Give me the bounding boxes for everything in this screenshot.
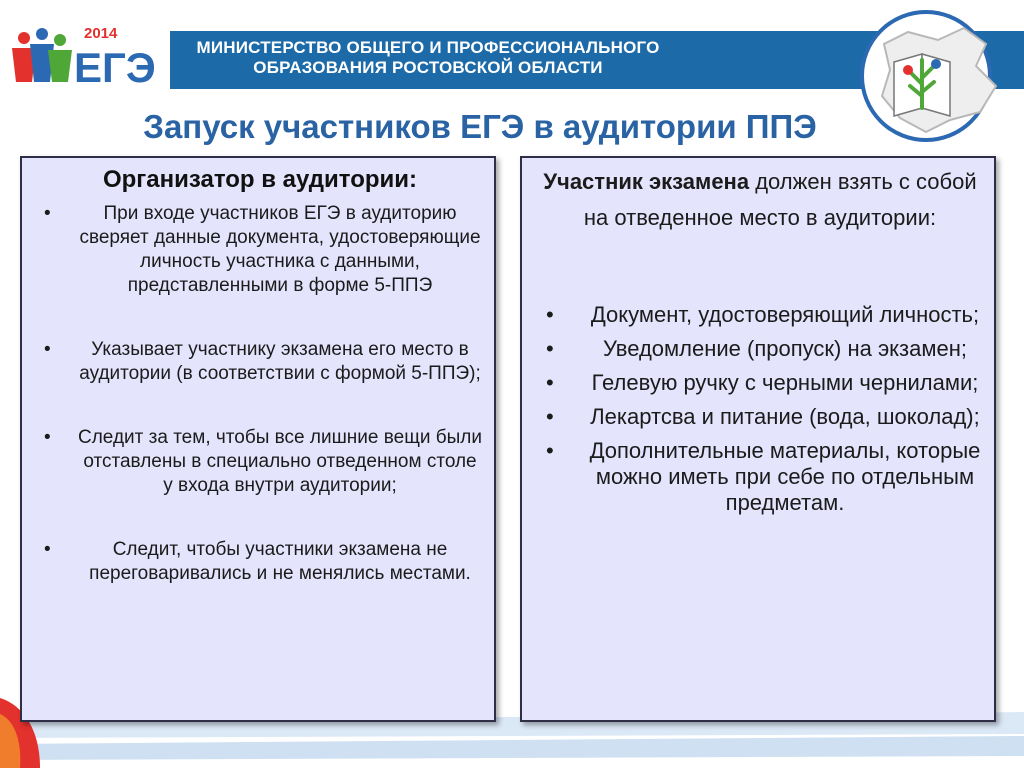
participant-intro-bold: Участник экзамена <box>543 169 750 194</box>
participant-intro-text: должен взять с собой на отведенное место в аудитории: <box>583 169 977 230</box>
organizer-panel <box>20 156 496 722</box>
region-emblem-icon <box>846 4 1022 154</box>
logo-year: 2014 <box>84 25 118 42</box>
ministry-line-2: ОБРАЗОВАНИЯ РОСТОВСКОЙ ОБЛАСТИ <box>253 58 603 77</box>
list-item-text: Следит, чтобы участники экзамена не переговаривались и не менялись местами. <box>89 539 471 584</box>
page-title: Запуск участников ЕГЭ в аудитории ППЭ <box>143 108 817 145</box>
list-item-text: Уведомление (пропуск) на экзамен; <box>603 336 967 361</box>
list-item <box>542 438 988 516</box>
bullet-icon: • <box>44 427 51 448</box>
bullet-icon: • <box>546 370 554 395</box>
ege-logo <box>8 22 168 94</box>
bullet-icon: • <box>546 404 554 429</box>
participant-panel <box>520 156 996 722</box>
list-item <box>542 336 988 362</box>
participant-items-list <box>542 302 988 524</box>
bullet-icon: • <box>44 539 51 560</box>
list-item <box>542 302 988 328</box>
ministry-name <box>178 38 678 78</box>
organizer-duties-list <box>42 202 482 626</box>
list-item <box>542 370 988 396</box>
list-item <box>42 202 482 298</box>
ministry-line-1: МИНИСТЕРСТВО ОБЩЕГО И ПРОФЕССИОНАЛЬНОГО <box>196 38 660 57</box>
bullet-icon: • <box>546 302 554 327</box>
figures-icon <box>12 28 72 82</box>
bullet-icon: • <box>44 339 51 360</box>
list-item-text: Документ, удостоверяющий личность; <box>590 302 980 327</box>
list-item <box>42 538 482 586</box>
bullet-icon: • <box>546 336 554 361</box>
list-item <box>42 426 482 498</box>
list-item-text: Следит за тем, чтобы все лишние вещи были отставлены в специально отведенном столе у входа внутри аудитории; <box>78 427 482 496</box>
organizer-heading: Организатор в аудитории: <box>102 166 418 193</box>
list-item <box>542 404 988 430</box>
logo-text: ЕГЭ <box>74 44 156 91</box>
list-item-text: При входе участников ЕГЭ в аудиторию сверяет данные документа, удостоверяющие личность участника с данными, представленными в форме 5-ППЭ <box>79 203 481 296</box>
participant-intro <box>532 164 988 236</box>
bullet-icon: • <box>546 438 554 463</box>
list-item-text: Указывает участнику экзамена его место в аудитории (в соответствии с формой 5-ППЭ); <box>79 339 481 384</box>
list-item-text: Лекартсва и питание (вода, шоколад); <box>590 404 980 429</box>
bullet-icon: • <box>44 203 51 224</box>
list-item-text: Гелевую ручку с черными чернилами; <box>591 370 979 395</box>
list-item <box>42 338 482 386</box>
list-item-text: Дополнительные материалы, которые можно иметь при себе по отдельным предметам. <box>589 438 981 515</box>
